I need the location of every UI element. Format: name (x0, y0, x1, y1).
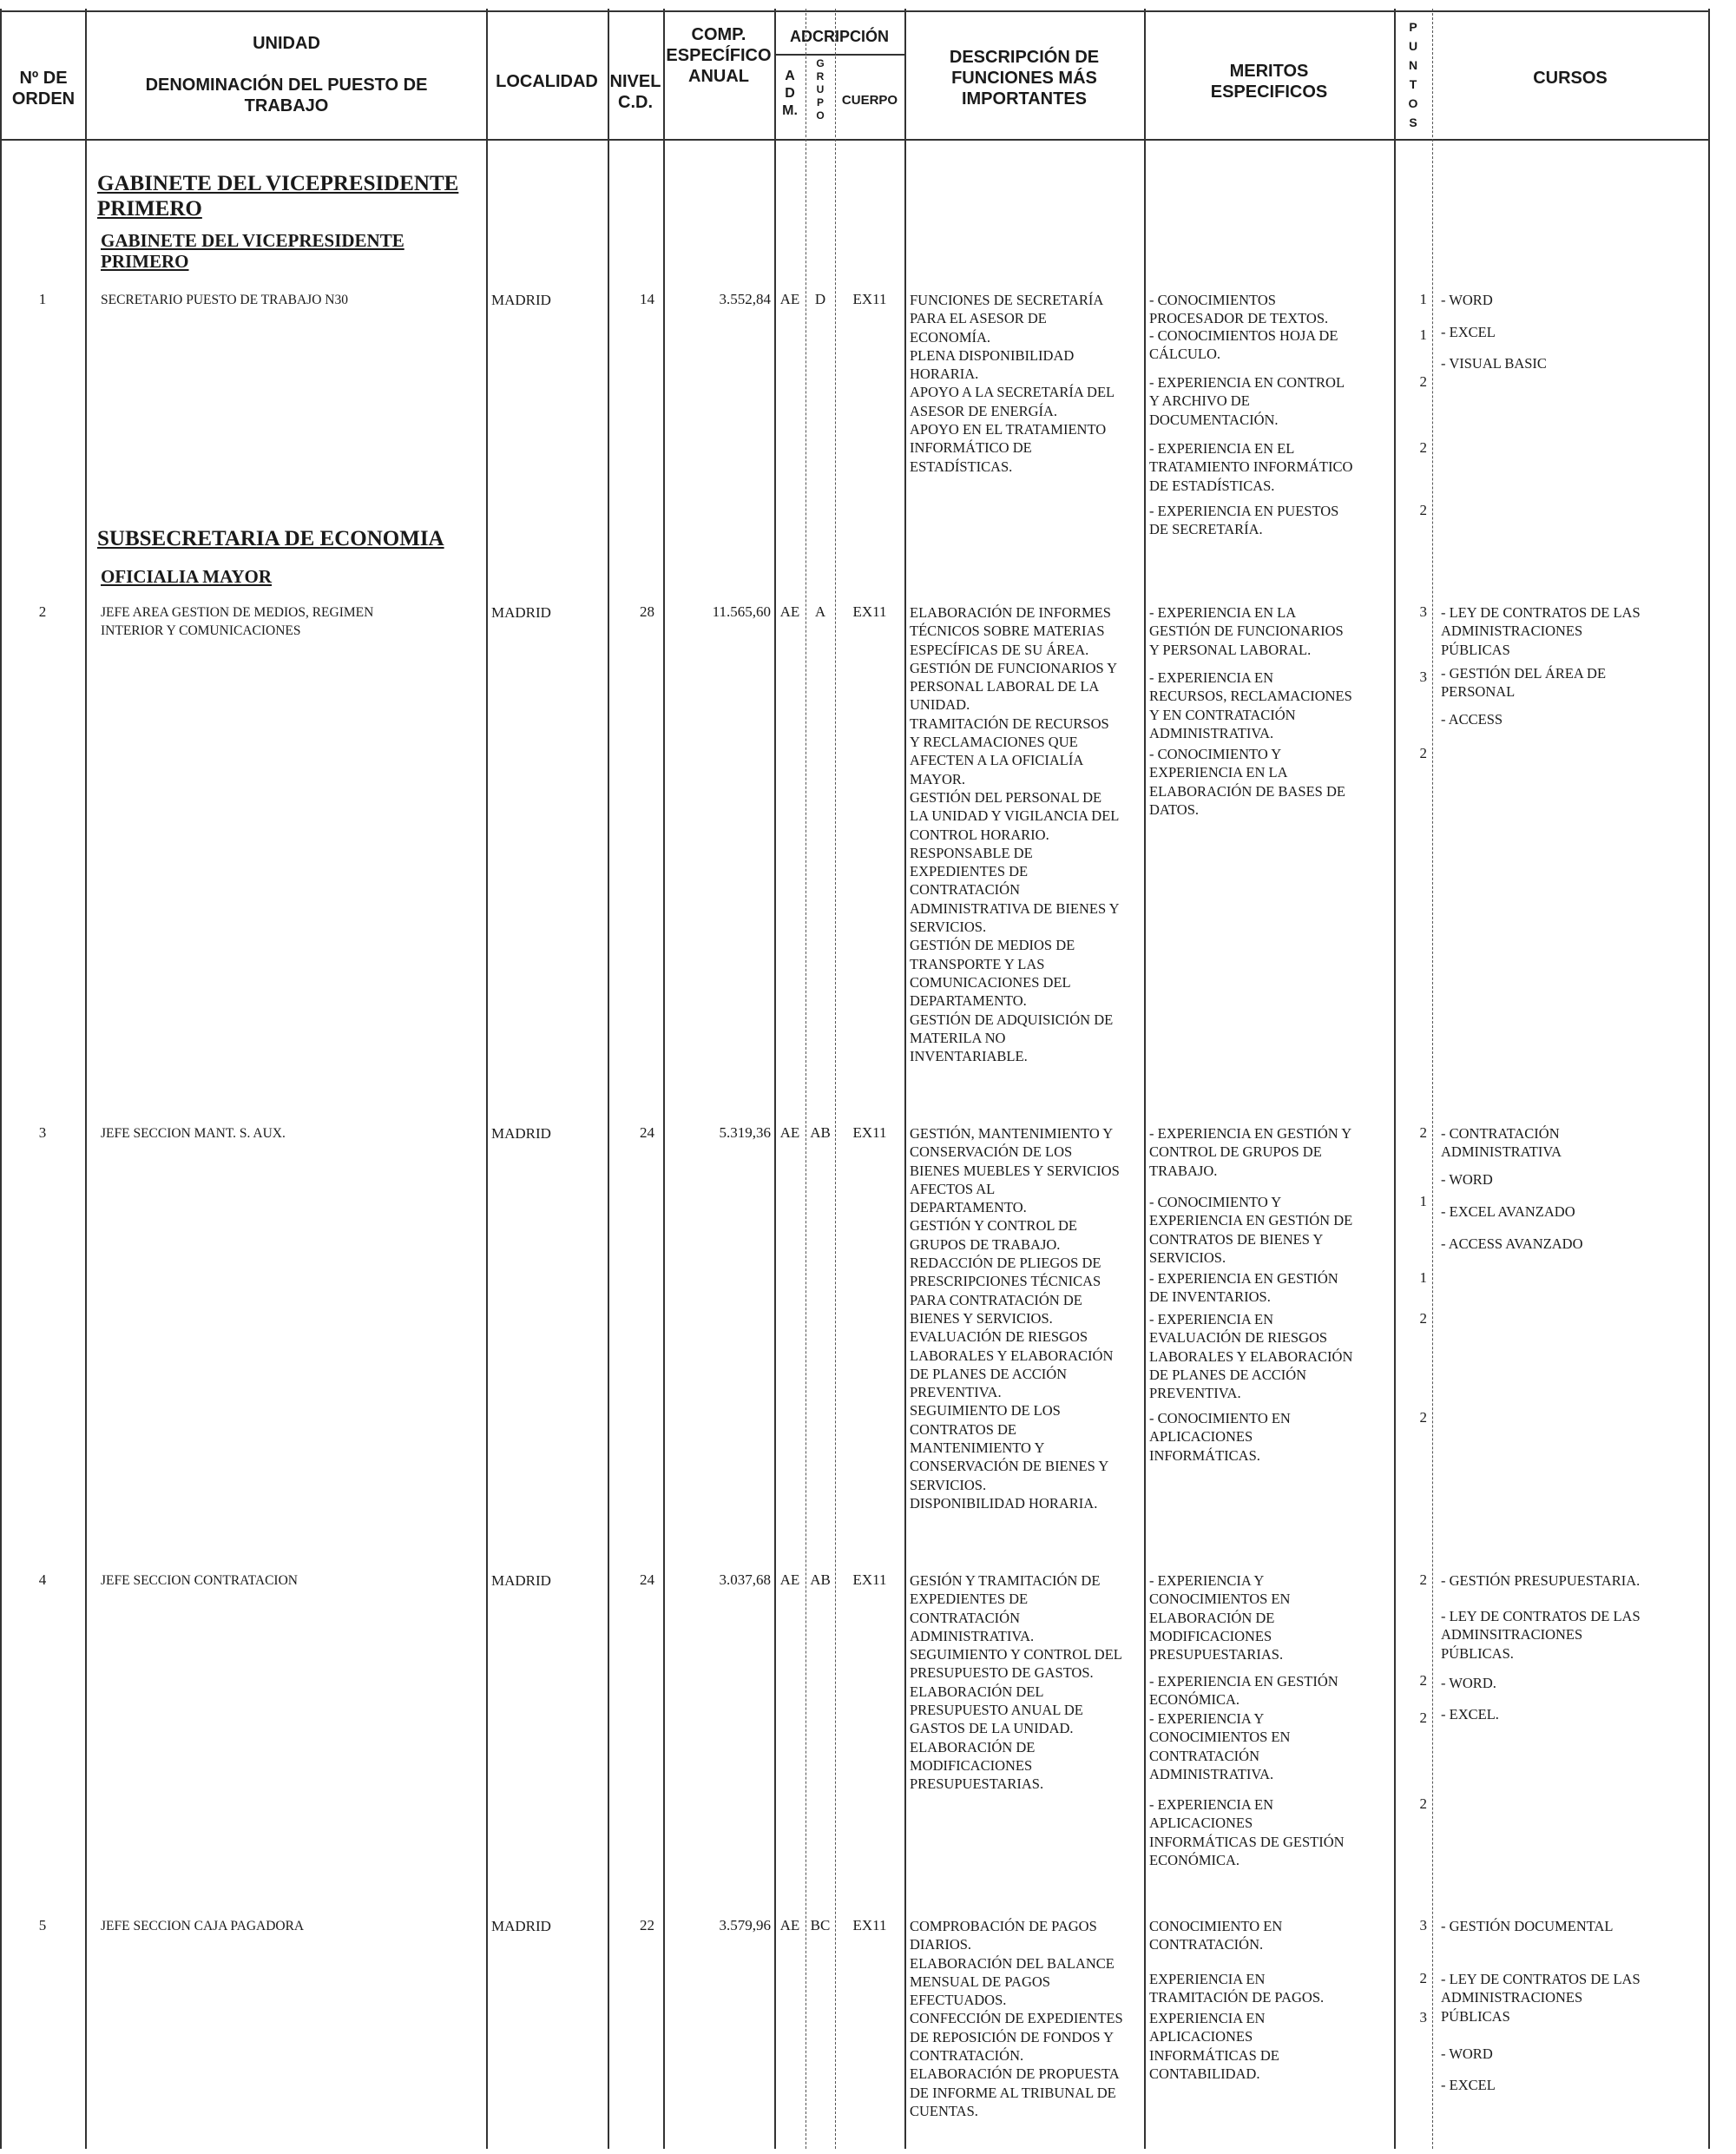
header-localidad: LOCALIDAD (496, 72, 598, 91)
text-line: ADMINISTRACIONES (1441, 622, 1583, 640)
row-orden: 4 (38, 1571, 47, 1588)
text-line: ASESOR DE ENERGÍA. (910, 402, 1058, 419)
row-descripcion (910, 1571, 1142, 1794)
text-line: PARA CONTRATACIÓN DE (910, 1291, 1082, 1308)
text-line: DE REPOSICIÓN DE FONDOS Y (910, 2028, 1114, 2045)
header-descripcion: DESCRIPCIÓN DE FUNCIONES MÁS IMPORTANTES (949, 48, 1100, 109)
text-line: PLENA DISPONIBILIDAD (910, 346, 1075, 364)
text-line: INTERIOR Y COMUNICACIONES (101, 623, 301, 639)
text-line: GASTOS DE LA UNIDAD. (910, 1720, 1074, 1737)
text-line: EXPERIENCIA EN LA (1149, 764, 1288, 781)
row-localidad: MADRID (491, 292, 551, 308)
text-line: - GESTIÓN DEL ÁREA DE (1441, 665, 1607, 682)
text-line: EXPEDIENTES DE (910, 1591, 1029, 1608)
row-descripcion (910, 291, 1142, 476)
text-line: GRUPOS DE TRABAJO. (910, 1235, 1061, 1253)
text-line: CONTRATACIÓN (910, 881, 1021, 899)
row-localidad: MADRID (491, 1918, 551, 1934)
text-line: BIENES Y SERVICIOS. (910, 1309, 1053, 1327)
text-line: ADMINSITRACIONES (1441, 1626, 1583, 1643)
row-merito (1149, 1795, 1394, 1869)
text-line: SEGUIMIENTO Y CONTROL DEL (910, 1646, 1122, 1663)
text-line: - EXCEL AVANZADO (1441, 1203, 1575, 1220)
text-line: PREVENTIVA. (1149, 1385, 1241, 1402)
text-line: - ACCESS AVANZADO (1441, 1235, 1583, 1252)
row-adm: AE (779, 291, 800, 307)
row-grupo: A (814, 603, 826, 620)
text-line: TRATAMIENTO INFORMÁTICO (1149, 458, 1353, 476)
row-puntos: 3 (1419, 1917, 1427, 1933)
row-nivel: 24 (640, 1571, 654, 1588)
section-subsecretaria-title: SUBSECRETARIA DE ECONOMIA (97, 527, 444, 550)
row-curso (1441, 1202, 1706, 1221)
row-orden: 5 (38, 1917, 47, 1933)
row-cuerpo: EX11 (852, 603, 887, 620)
text-line: - EXPERIENCIA EN (1149, 1311, 1273, 1327)
text-line: AFECTEN A LA OFICIALÍA (910, 752, 1084, 769)
text-line: CONTROL HORARIO. (910, 826, 1049, 843)
text-line: GESTIÓN DEL PERSONAL DE (910, 788, 1102, 806)
section-gabinete-sub: GABINETE DEL VICEPRESIDENTE PRIMERO (101, 230, 404, 272)
row-puntos: 2 (1419, 502, 1427, 518)
row-puntos: 2 (1419, 1795, 1427, 1812)
row-curso (1441, 1235, 1706, 1253)
text-line: DEPARTAMENTO. (910, 1199, 1027, 1216)
row-comp-especifico: 5.319,36 (719, 1124, 771, 1141)
row-comp-especifico: 11.565,60 (712, 603, 771, 620)
text-line: Y PERSONAL LABORAL. (1149, 641, 1312, 658)
text-line: - EXPERIENCIA EN LA (1149, 604, 1297, 621)
row-adm: AE (779, 1571, 800, 1588)
text-line: RECURSOS, RECLAMACIONES (1149, 688, 1352, 705)
text-line: - CONOCIMIENTO EN (1149, 1410, 1291, 1426)
text-line: UNIDAD. (910, 696, 970, 714)
text-line: CONTRATACIÓN. (910, 2047, 1024, 2065)
text-line: EVALUACIÓN DE RIESGOS (1149, 1329, 1328, 1347)
text-line: BIENES MUEBLES Y SERVICIOS (910, 1162, 1120, 1179)
text-line: ADMINISTRATIVA DE BIENES Y (910, 899, 1120, 917)
text-line: ADMINISTRATIVA. (1149, 724, 1274, 741)
row-puntos: 1 (1419, 1269, 1427, 1286)
header-nivel: NIVEL C.D. (609, 72, 661, 112)
text-line: CONTRATOS DE BIENES Y (1149, 1230, 1324, 1248)
row-descripcion (910, 1124, 1142, 1512)
row-cuerpo: EX11 (852, 291, 887, 307)
text-line: - EXPERIENCIA EN EL (1149, 440, 1295, 457)
text-line: LA UNIDAD Y VIGILANCIA DEL (910, 807, 1120, 825)
row-puntos: 2 (1419, 1970, 1427, 1986)
row-puntos: 2 (1419, 373, 1427, 390)
text-line: - LEY DE CONTRATOS DE LAS (1441, 604, 1641, 621)
text-line: GESTIÓN DE FUNCIONARIOS (1149, 622, 1344, 640)
row-puntos: 1 (1419, 291, 1427, 307)
text-line: PRESCRIPCIONES TÉCNICAS (910, 1273, 1101, 1290)
row-merito (1149, 1917, 1394, 1954)
text-line: GESTIÓN DE FUNCIONARIOS Y (910, 659, 1118, 676)
text-line: COMUNICACIONES DEL (910, 973, 1071, 991)
text-line: GESIÓN Y TRAMITACIÓN DE (910, 1572, 1101, 1589)
row-curso (1441, 710, 1706, 728)
text-line: - EXCEL. (1441, 1706, 1499, 1723)
header-comp: COMP. ESPECÍFICO ANUAL (666, 25, 772, 86)
text-line: FUNCIONES DE SECRETARÍA (910, 292, 1104, 308)
text-line: REDACCIÓN DE PLIEGOS DE (910, 1255, 1101, 1272)
row-puesto (101, 1124, 483, 1143)
text-line: EFECTUADOS. (910, 1992, 1007, 2009)
text-line: MODIFICACIONES (910, 1756, 1033, 1774)
row-puesto (101, 1917, 483, 1935)
row-orden: 2 (38, 603, 47, 620)
text-line: PARA EL ASESOR DE (910, 310, 1047, 327)
text-line: PRESUPUESTARIAS. (1149, 1646, 1284, 1663)
text-line: APOYO A LA SECRETARÍA DEL (910, 384, 1115, 401)
text-line: INVENTARIABLE. (910, 1048, 1028, 1065)
text-line: DISPONIBILIDAD HORARIA. (910, 1494, 1098, 1512)
text-line: AFECTOS AL (910, 1180, 996, 1197)
text-line: - CONOCIMIENTOS (1149, 292, 1276, 308)
text-line: - WORD (1441, 292, 1493, 308)
row-orden: 1 (38, 291, 47, 307)
row-curso (1441, 1607, 1706, 1663)
text-line: ADMINISTRACIONES (1441, 1989, 1583, 2006)
header-unidad: UNIDAD (253, 34, 320, 53)
row-curso (1441, 603, 1706, 659)
text-line: DE SECRETARÍA. (1149, 521, 1263, 538)
text-line: PROCESADOR DE TEXTOS. (1149, 310, 1329, 327)
row-curso (1441, 2045, 1706, 2063)
row-cuerpo: EX11 (852, 1571, 887, 1588)
text-line: COMPROBACIÓN DE PAGOS (910, 1918, 1097, 1934)
text-line: ELABORACIÓN DE (1149, 1609, 1275, 1626)
row-merito (1149, 439, 1394, 495)
row-descripcion (910, 1917, 1142, 2120)
row-adm: AE (779, 1124, 800, 1141)
text-line: DOCUMENTACIÓN. (1149, 411, 1279, 428)
text-line: CONTRATACIÓN (1149, 1747, 1260, 1764)
text-line: ADMINISTRATIVA. (910, 1627, 1035, 1644)
row-curso (1441, 1571, 1706, 1590)
text-line: - LEY DE CONTRATOS DE LAS (1441, 1971, 1641, 1987)
text-line: PRESUPUESTARIAS. (910, 1775, 1044, 1793)
text-line: ESTADÍSTICAS. (910, 458, 1013, 475)
row-puntos: 2 (1419, 1709, 1427, 1726)
text-line: JEFE SECCION CAJA PAGADORA (101, 1919, 305, 1933)
text-line: DE PLANES DE ACCIÓN (1149, 1366, 1307, 1383)
text-line: - EXPERIENCIA EN GESTIÓN Y (1149, 1125, 1352, 1142)
row-descripcion (910, 603, 1142, 1065)
row-puntos: 2 (1419, 1571, 1427, 1588)
section-gabinete-title: GABINETE DEL VICEPRESIDENTE PRIMERO (97, 172, 459, 221)
text-line: - VISUAL BASIC (1441, 355, 1547, 372)
row-adm: AE (779, 603, 800, 620)
text-line: - EXPERIENCIA EN (1149, 669, 1273, 686)
text-line: JEFE AREA GESTION DE MEDIOS, REGIMEN (101, 605, 374, 620)
text-line: EXPERIENCIA EN GESTIÓN DE (1149, 1212, 1353, 1229)
text-line: - WORD (1441, 1171, 1493, 1188)
row-merito (1149, 745, 1394, 819)
text-line: - GESTIÓN PRESUPUESTARIA. (1441, 1572, 1641, 1589)
header-cursos: CURSOS (1533, 69, 1608, 88)
header-puntos: P U N T O S (1408, 20, 1418, 129)
text-line: PERSONAL LABORAL DE LA (910, 678, 1100, 695)
text-line: GESTIÓN DE MEDIOS DE (910, 937, 1075, 954)
text-line: PÚBLICAS (1441, 2007, 1510, 2025)
row-curso (1441, 323, 1706, 341)
row-merito (1149, 1310, 1394, 1402)
text-line: CONSERVACIÓN DE LOS (910, 1143, 1073, 1161)
text-line: EXPERIENCIA EN (1149, 2010, 1266, 2026)
row-nivel: 22 (640, 1917, 654, 1933)
row-merito (1149, 1672, 1394, 1709)
row-curso (1441, 291, 1706, 309)
text-line: - EXPERIENCIA EN PUESTOS (1149, 503, 1339, 519)
text-line: TRANSPORTE Y LAS (910, 955, 1045, 972)
text-line: CONTABILIDAD. (1149, 2065, 1260, 2082)
text-line: DE ESTADÍSTICAS. (1149, 477, 1275, 494)
row-cuerpo: EX11 (852, 1917, 887, 1933)
text-line: - EXPERIENCIA EN GESTIÓN (1149, 1673, 1338, 1690)
text-line: CONTRATACIÓN. (1149, 1936, 1264, 1953)
text-line: - EXPERIENCIA Y (1149, 1710, 1265, 1727)
text-line: ECONÓMICA. (1149, 1691, 1240, 1709)
text-line: CONOCIMIENTO EN (1149, 1918, 1283, 1934)
row-curso (1441, 1705, 1706, 1723)
text-line: CONSERVACIÓN DE BIENES Y (910, 1458, 1109, 1475)
row-merito (1149, 502, 1394, 539)
row-curso (1441, 1674, 1706, 1692)
text-line: - GESTIÓN DOCUMENTAL (1441, 1918, 1614, 1934)
row-adm: AE (779, 1917, 800, 1933)
header-adscripcion: ADCRIPCIÓN (789, 28, 889, 45)
text-line: MANTENIMIENTO Y (910, 1439, 1045, 1457)
text-line: ELABORACIÓN DE INFORMES (910, 604, 1111, 621)
header-grupo: G R U P O (816, 57, 825, 122)
row-puntos: 2 (1419, 745, 1427, 761)
row-localidad: MADRID (491, 1125, 551, 1142)
text-line: INFORMÁTICO DE (910, 439, 1032, 457)
text-line: TÉCNICOS SOBRE MATERIAS (910, 622, 1105, 640)
text-line: DEPARTAMENTO. (910, 992, 1027, 1010)
row-nivel: 14 (640, 291, 654, 307)
text-line: GESTIÓN Y CONTROL DE (910, 1217, 1077, 1235)
text-line: DE INVENTARIOS. (1149, 1288, 1271, 1306)
row-merito (1149, 291, 1394, 328)
text-line: MAYOR. (910, 770, 966, 787)
row-puntos: 1 (1419, 326, 1427, 343)
text-line: ELABORACIÓN DEL (910, 1683, 1044, 1700)
text-line: GESTIÓN DE ADQUISICIÓN DE (910, 1011, 1114, 1028)
text-line: APOYO EN EL TRATAMIENTO (910, 421, 1107, 438)
text-line: SEGUIMIENTO DE LOS (910, 1402, 1061, 1420)
text-line: - EXPERIENCIA EN GESTIÓN (1149, 1270, 1338, 1287)
row-merito (1149, 2009, 1394, 2083)
text-line: SERVICIOS. (1149, 1248, 1226, 1266)
row-puntos: 2 (1419, 439, 1427, 456)
text-line: TRABAJO. (1149, 1162, 1218, 1179)
text-line: TRAMITACIÓN DE RECURSOS (910, 715, 1109, 732)
text-line: PÚBLICAS (1441, 641, 1510, 658)
text-line: Y RECLAMACIONES QUE (910, 734, 1078, 751)
text-line: Y EN CONTRATACIÓN (1149, 706, 1296, 723)
text-line: - CONOCIMIENTOS HOJA DE (1149, 327, 1338, 344)
text-line: RESPONSABLE DE (910, 844, 1033, 861)
row-curso (1441, 664, 1706, 702)
text-line: PERSONAL (1441, 683, 1516, 701)
row-comp-especifico: 3.037,68 (719, 1571, 771, 1588)
row-localidad: MADRID (491, 1572, 551, 1589)
row-puntos: 2 (1419, 1124, 1427, 1141)
row-comp-especifico: 3.552,84 (719, 291, 771, 307)
text-line: CONFECCIÓN DE EXPEDIENTES (910, 2010, 1123, 2027)
row-nivel: 24 (640, 1124, 654, 1141)
row-merito (1149, 1269, 1394, 1307)
row-merito (1149, 373, 1394, 429)
text-line: DIARIOS. (910, 1936, 972, 1953)
row-comp-especifico: 3.579,96 (719, 1917, 771, 1933)
header-cuerpo: CUERPO (841, 93, 898, 108)
text-line: PÚBLICAS. (1441, 1644, 1514, 1662)
text-line: DATOS. (1149, 800, 1200, 818)
text-line: ELABORACIÓN DE PROPUESTA (910, 2065, 1120, 2083)
row-merito (1149, 1571, 1394, 1663)
header-orden: Nº DE ORDEN (11, 69, 76, 109)
text-line: ADMINISTRATIVA. (1149, 1765, 1274, 1782)
text-line: - CONOCIMIENTO Y (1149, 746, 1282, 762)
text-line: CONOCIMIENTOS EN (1149, 1591, 1291, 1608)
text-line: CONTRATOS DE (910, 1420, 1017, 1438)
text-line: ELABORACIÓN DEL BALANCE (910, 1954, 1115, 1972)
text-line: SERVICIOS. (910, 1476, 987, 1493)
text-line: - CONTRATACIÓN (1441, 1125, 1560, 1142)
text-line: EXPEDIENTES DE (910, 863, 1029, 880)
text-line: - ACCESS (1441, 711, 1503, 728)
text-line: GESTIÓN, MANTENIMIENTO Y (910, 1125, 1114, 1142)
row-curso (1441, 1970, 1706, 2026)
text-line: JEFE SECCION MANT. S. AUX. (101, 1126, 286, 1141)
text-line: JEFE SECCION CONTRATACION (101, 1573, 298, 1588)
row-puntos: 2 (1419, 1409, 1427, 1426)
row-localidad: MADRID (491, 604, 551, 621)
text-line: DE PLANES DE ACCIÓN (910, 1365, 1068, 1382)
row-merito (1149, 326, 1394, 364)
header-meritos: MERITOS ESPECIFICOS (1210, 62, 1328, 102)
text-line: Y ARCHIVO DE (1149, 392, 1250, 410)
text-line: - CONOCIMIENTO Y (1149, 1194, 1282, 1210)
text-line: ELABORACIÓN DE BASES DE (1149, 782, 1345, 800)
row-puntos: 2 (1419, 1310, 1427, 1327)
text-line: CONTRATACIÓN (910, 1609, 1021, 1626)
text-line: LABORALES Y ELABORACIÓN (1149, 1347, 1353, 1365)
row-puesto (101, 1571, 483, 1590)
row-curso (1441, 1917, 1706, 1935)
text-line: SERVICIOS. (910, 919, 987, 936)
header-denominacion: DENOMINACIÓN DEL PUESTO DE TRABAJO (145, 76, 428, 115)
text-line: INFORMÁTICAS. (1149, 1446, 1260, 1464)
row-grupo: D (814, 291, 826, 307)
row-puntos: 3 (1419, 2009, 1427, 2026)
row-puntos: 3 (1419, 603, 1427, 620)
section-oficialia-sub: OFICIALIA MAYOR (101, 566, 272, 587)
text-line: SECRETARIO PUESTO DE TRABAJO N30 (101, 293, 348, 307)
text-line: - EXPERIENCIA EN CONTROL (1149, 374, 1345, 391)
row-puntos: 2 (1419, 1672, 1427, 1689)
text-line: ELABORACIÓN DE (910, 1738, 1036, 1755)
text-line: DE INFORME AL TRIBUNAL DE (910, 2084, 1116, 2101)
text-line: TRAMITACIÓN DE PAGOS. (1149, 1989, 1325, 2006)
row-nivel: 28 (640, 603, 654, 620)
row-curso (1441, 2076, 1706, 2094)
text-line: INFORMÁTICAS DE (1149, 2046, 1279, 2064)
text-line: - EXCEL (1441, 324, 1496, 340)
text-line: HORARIA. (910, 366, 979, 383)
row-merito (1149, 669, 1394, 742)
text-line: PRESUPUESTO ANUAL DE (910, 1702, 1083, 1719)
text-line: INFORMÁTICAS DE GESTIÓN (1149, 1833, 1345, 1850)
row-puesto (101, 603, 483, 641)
row-puntos: 1 (1419, 1193, 1427, 1209)
text-line: APLICACIONES (1149, 1428, 1253, 1446)
row-curso (1441, 354, 1706, 372)
row-curso (1441, 1170, 1706, 1189)
row-curso (1441, 1124, 1706, 1162)
text-line: MATERILA NO (910, 1029, 1006, 1046)
text-line: ESPECÍFICAS DE SU ÁREA. (910, 641, 1089, 658)
row-cuerpo: EX11 (852, 1124, 887, 1141)
text-line: EVALUACIÓN DE RIESGOS (910, 1328, 1088, 1346)
text-line: ECONOMÍA. (910, 328, 991, 346)
text-line: - WORD (1441, 2045, 1493, 2062)
text-line: APLICACIONES (1149, 1815, 1253, 1832)
row-merito (1149, 1709, 1394, 1783)
row-merito (1149, 1409, 1394, 1465)
text-line: LABORALES Y ELABORACIÓN (910, 1347, 1114, 1364)
text-line: CÁLCULO. (1149, 346, 1221, 363)
text-line: MENSUAL DE PAGOS (910, 1973, 1050, 1990)
header-adm: A D M. (782, 69, 798, 118)
row-puesto (101, 291, 483, 309)
row-merito (1149, 1970, 1394, 2007)
row-merito (1149, 603, 1394, 659)
row-grupo: AB (810, 1571, 831, 1588)
text-line: ADMINISTRATIVA (1441, 1143, 1562, 1161)
text-line: - EXPERIENCIA EN (1149, 1796, 1273, 1813)
text-line: EXPERIENCIA EN (1149, 1971, 1266, 1987)
text-line: - LEY DE CONTRATOS DE LAS (1441, 1608, 1641, 1624)
text-line: CONTROL DE GRUPOS DE (1149, 1143, 1322, 1161)
row-puntos: 3 (1419, 669, 1427, 685)
text-line: ECONÓMICA. (1149, 1851, 1240, 1868)
row-orden: 3 (38, 1124, 47, 1141)
row-merito (1149, 1124, 1394, 1180)
text-line: - WORD. (1441, 1675, 1496, 1691)
text-line: PREVENTIVA. (910, 1384, 1002, 1401)
row-grupo: AB (810, 1124, 831, 1141)
text-line: PRESUPUESTO DE GASTOS. (910, 1664, 1094, 1682)
row-merito (1149, 1193, 1394, 1267)
row-grupo: BC (810, 1917, 831, 1933)
text-line: CUENTAS. (910, 2102, 978, 2119)
text-line: CONOCIMIENTOS EN (1149, 1729, 1291, 1746)
text-line: - EXPERIENCIA Y (1149, 1572, 1265, 1589)
text-line: - EXCEL (1441, 2077, 1496, 2093)
text-line: MODIFICACIONES (1149, 1627, 1272, 1644)
text-line: APLICACIONES (1149, 2028, 1253, 2045)
